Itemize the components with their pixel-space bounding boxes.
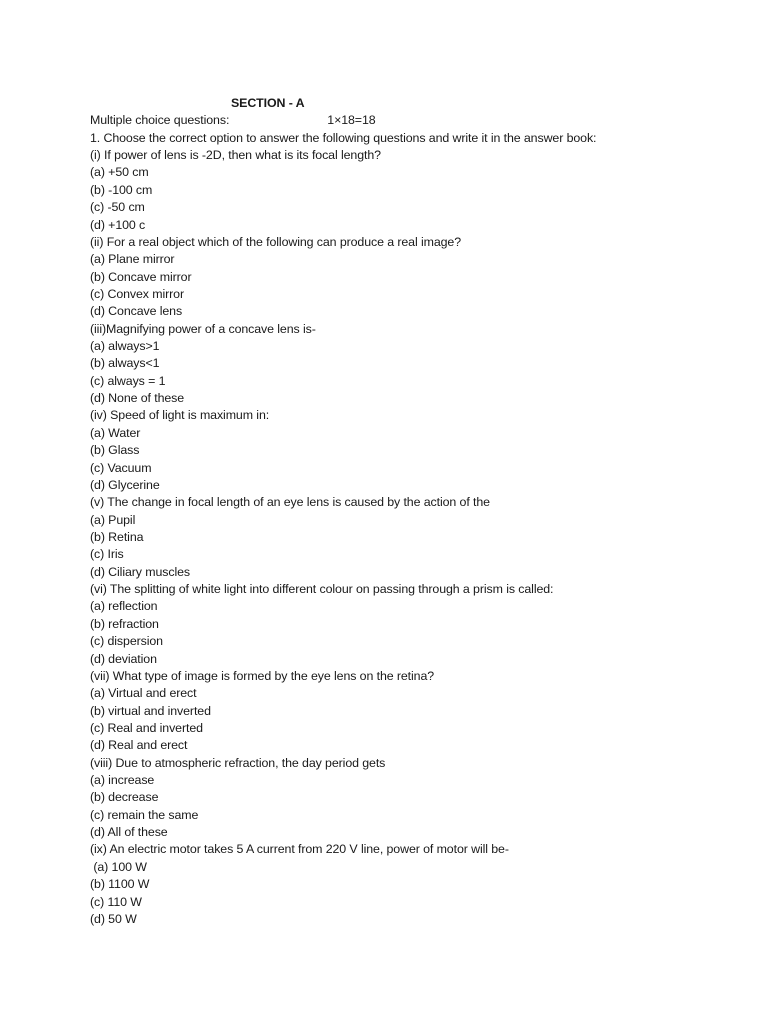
option-item: (d) +100 c — [90, 217, 146, 232]
option-item: (d) Concave lens — [90, 304, 183, 319]
option-item: (b) virtual and inverted — [90, 703, 211, 718]
option-item: (a) Plane mirror — [90, 252, 175, 267]
question-block — [90, 147, 730, 234]
question-block — [90, 407, 730, 494]
question-list — [90, 147, 730, 928]
option-item: (c) -50 cm — [90, 200, 145, 215]
question-text: (ix) An electric motor takes 5 A current from 220 V line, power of motor will be- — [90, 842, 509, 857]
option-item: (b) Concave mirror — [90, 269, 192, 284]
question-text: (v) The change in focal length of an eye lens is caused by the action of the — [90, 495, 490, 510]
option-item: (d) Ciliary muscles — [90, 564, 190, 579]
mcq-marks: 1×18=18 — [327, 113, 376, 128]
option-item: (d) None of these — [90, 391, 185, 406]
question-block — [90, 321, 730, 408]
question-text: (vi) The splitting of white light into different colour on passing through a prism is called: — [90, 582, 554, 597]
option-item: (c) remain the same — [90, 807, 199, 822]
mcq-heading-label: Multiple choice questions: — [90, 113, 230, 128]
question-block — [90, 841, 730, 928]
option-item: (b) Glass — [90, 443, 140, 458]
question-block — [90, 494, 730, 581]
option-item: (b) -100 cm — [90, 182, 153, 197]
option-item: (c) Real and inverted — [90, 720, 203, 735]
section-title: SECTION - A — [231, 96, 305, 110]
option-item: (c) Iris — [90, 547, 124, 562]
option-item: (c) 110 W — [90, 894, 142, 909]
option-item: (b) decrease — [90, 790, 159, 805]
question-block — [90, 755, 730, 842]
question-block — [90, 234, 730, 321]
option-item: (c) Vacuum — [90, 460, 152, 475]
option-item: (b) 1100 W — [90, 877, 150, 892]
question-block — [90, 668, 730, 755]
option-item: (d) 50 W — [90, 911, 137, 926]
option-item: (a) Virtual and erect — [90, 686, 197, 701]
document-content — [90, 95, 730, 928]
question-text: (i) If power of lens is -2D, then what is its focal length? — [90, 148, 381, 163]
question-text: (iii)Magnifying power of a concave lens is- — [90, 321, 316, 336]
option-item: (c) always = 1 — [90, 373, 166, 388]
option-item: (c) Convex mirror — [90, 286, 184, 301]
option-item: (a) 100 W — [90, 859, 147, 874]
question-text: (ii) For a real object which of the following can produce a real image? — [90, 234, 462, 249]
option-item: (d) Glycerine — [90, 477, 160, 492]
option-item: (d) Real and erect — [90, 738, 188, 753]
option-item: (d) All of these — [90, 825, 168, 840]
instruction-text: 1. Choose the correct option to answer the following questions and write it in the answer book: — [90, 130, 597, 145]
option-item: (a) Pupil — [90, 512, 136, 527]
option-item: (a) increase — [90, 773, 155, 788]
question-text: (vii) What type of image is formed by the eye lens on the retina? — [90, 668, 435, 683]
option-item: (b) Retina — [90, 529, 144, 544]
option-item: (a) always>1 — [90, 339, 160, 354]
option-item: (c) dispersion — [90, 634, 163, 649]
option-item: (a) Water — [90, 425, 141, 440]
question-text: (viii) Due to atmospheric refraction, the day period gets — [90, 755, 386, 770]
question-text: (iv) Speed of light is maximum in: — [90, 408, 270, 423]
question-block — [90, 581, 730, 668]
option-item: (a) reflection — [90, 599, 158, 614]
option-item: (a) +50 cm — [90, 165, 149, 180]
option-item: (b) always<1 — [90, 356, 160, 371]
option-item: (b) refraction — [90, 616, 159, 631]
option-item: (d) deviation — [90, 651, 157, 666]
mcq-heading — [90, 112, 730, 129]
